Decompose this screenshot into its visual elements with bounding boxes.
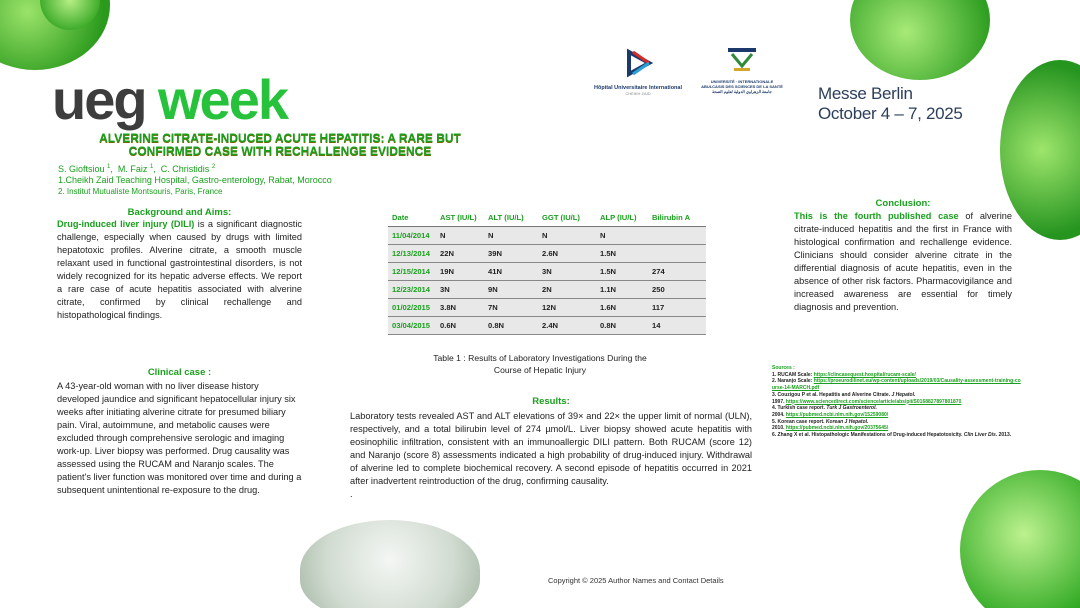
background-text bbox=[57, 218, 302, 322]
table-cell: 7N bbox=[484, 298, 538, 316]
source-1-link[interactable]: https://clincasequest.hospital/rucam-scale/ bbox=[813, 371, 916, 378]
venue-dates: October 4 – 7, 2025 bbox=[818, 104, 963, 123]
conclusion-text bbox=[794, 210, 1012, 314]
source-5-year: 2010. bbox=[772, 425, 786, 432]
source-1 bbox=[772, 372, 1022, 379]
decor-blob-bottom-right bbox=[960, 470, 1080, 608]
title-line-1: ALVERINE CITRATE-INDUCED ACUTE HEPATITIS: A RARE BUT bbox=[99, 131, 461, 145]
table-cell: 1.6N bbox=[596, 298, 648, 316]
table-cell: N bbox=[436, 226, 484, 244]
author-2-affil: 1 bbox=[149, 164, 154, 170]
clinical-heading: Clinical case : bbox=[147, 367, 212, 378]
table-row bbox=[388, 280, 706, 298]
source-4b bbox=[772, 412, 1022, 419]
results-trailing: . bbox=[350, 489, 353, 499]
source-6 bbox=[772, 432, 1022, 439]
table-cell: 39N bbox=[484, 244, 538, 262]
author-1-affil: 1 bbox=[107, 164, 111, 170]
week-logo: week bbox=[158, 68, 287, 131]
table-cell: N bbox=[538, 226, 596, 244]
decor-blob-top-right bbox=[850, 0, 990, 80]
table-row bbox=[388, 262, 706, 280]
hospital-emblem-icon bbox=[623, 48, 653, 78]
table-cell: 14 bbox=[648, 316, 706, 334]
venue bbox=[818, 84, 963, 124]
venue-name: Messe Berlin bbox=[818, 84, 913, 103]
copyright: Copyright © 2025 Author Names and Contact Details bbox=[548, 576, 724, 585]
author-3-affil: 2 bbox=[211, 164, 216, 170]
conclusion-lead: This is the fourth published case bbox=[794, 211, 959, 221]
source-6-year: 2013. bbox=[997, 432, 1012, 439]
author-list: S. Gioftsiou $^1$, M. Faiz $^1$, C. Christidis $^2$ bbox=[58, 164, 216, 174]
source-4-text: 4. Turkish case report. bbox=[772, 405, 827, 412]
authors-block bbox=[58, 162, 332, 197]
conclusion-body: of alverine citrate-induced hepatitis and the first in France with histological confirmation and rechallenge evidence. Clinicians should consider alverine citrate in the differential diagnosis of acute hepatitis, even in the absence of other risk factors. Pharmacovigilance and increased awareness are essential for timely diagnosis and prevention. bbox=[794, 211, 1012, 312]
source-6-journal: Clin Liver Dis. bbox=[963, 432, 998, 439]
hospital-logo bbox=[592, 48, 684, 100]
table-cell: N bbox=[484, 226, 538, 244]
affiliation-2: 2. Institut Mutualiste Montsouris, Paris, France bbox=[58, 187, 223, 196]
source-4-link[interactable]: https://pubmed.ncbi.nlm.nih.gov/15259080/ bbox=[785, 411, 889, 418]
table-row bbox=[388, 298, 706, 316]
source-4-journal: Turk J Gastroenterol. bbox=[826, 405, 877, 412]
table-cell: 11/04/2014 bbox=[388, 226, 436, 244]
results-heading: Results: bbox=[532, 396, 570, 407]
table-cell: 12/23/2014 bbox=[388, 280, 436, 298]
table-cell: 1.1N bbox=[596, 280, 648, 298]
ueg-logo: ueg bbox=[52, 68, 146, 131]
source-3 bbox=[772, 392, 1022, 399]
table-cell: 274 bbox=[648, 262, 706, 280]
author-2: M. Faiz bbox=[117, 164, 148, 174]
source-6-text: 6. Zhang X et al. Histopathologic Manifestations of Drug-induced Hepatotoxicity. bbox=[772, 432, 964, 439]
table-cell: 12/13/2014 bbox=[388, 244, 436, 262]
table-cell: 9N bbox=[484, 280, 538, 298]
col-bilirubin: Bilirubin A bbox=[648, 210, 706, 226]
table-row bbox=[388, 244, 706, 262]
decor-liver-image bbox=[300, 520, 480, 608]
table-cell: 3N bbox=[436, 280, 484, 298]
title-line-2: CONFIRMED CASE WITH RECHALLENGE EVIDENCE bbox=[128, 144, 432, 158]
table-cell: 2.4N bbox=[538, 316, 596, 334]
conclusion-section bbox=[794, 198, 1012, 314]
university-name-3: جامعة الزهراوي الدولية لعلوم الصحة bbox=[712, 89, 772, 94]
source-5 bbox=[772, 419, 1022, 426]
col-ggt: GGT (IU/L) bbox=[538, 210, 596, 226]
conclusion-heading: Conclusion: bbox=[875, 198, 931, 209]
source-2-link[interactable]: https://proeurodilinet.eu/wp-content/uploads/2019/03/Causality-assessment-training-course-14-MARCH.pdf bbox=[772, 378, 1021, 392]
source-5b bbox=[772, 425, 1022, 432]
table-cell: 01/02/2015 bbox=[388, 298, 436, 316]
table-cell: 117 bbox=[648, 298, 706, 316]
source-3-link[interactable]: https://www.sciencedirect.com/science/article/abs/pii/S0168827897801870 bbox=[785, 398, 962, 405]
table-cell bbox=[648, 226, 706, 244]
table-cell: 41N bbox=[484, 262, 538, 280]
lab-table bbox=[388, 210, 706, 335]
table-cell: 3N bbox=[538, 262, 596, 280]
source-3-journal: J Hepatol. bbox=[891, 391, 916, 398]
table-row bbox=[388, 316, 706, 334]
hospital-subname: CHEIKH ZAID bbox=[625, 91, 651, 96]
background-section bbox=[57, 207, 302, 322]
source-2-text: 2. Naranjo Scale: bbox=[772, 378, 814, 385]
source-2 bbox=[772, 378, 1022, 391]
sources-section bbox=[772, 365, 1022, 439]
table-cell: 12N bbox=[538, 298, 596, 316]
clinical-text: A 43-year-old woman with no liver disease history developed jaundice and significant hepatocellular injury six weeks after initiating alverine citrate for presumed biliary pain. Viral, autoimmune, and metabolic causes were excluded through comprehensive serologic and imaging work-up. Liver biopsy was performed. Drug causality was assessed using the RUCAM and Naranjo scales. The patient's liver function was monitored over time and during a subsequent unintentional re-exposure to the drug. bbox=[57, 381, 302, 495]
col-ast: AST (IU/L) bbox=[436, 210, 484, 226]
col-alt: ALT (IU/L) bbox=[484, 210, 538, 226]
source-4 bbox=[772, 405, 1022, 412]
university-emblem-icon bbox=[724, 46, 760, 74]
table-cell: 22N bbox=[436, 244, 484, 262]
background-body: is a significant diagnostic challenge, especially when caused by drugs with limited hepatotoxic profiles. Alverine citrate, a smooth muscle relaxant used in functional gastrointestinal disorders, is not widely recognized for its hepatic adverse effects. We report a rare case of acute hepatitis associated with alverine citrate, confirmed by clinical rechallenge and histopathological findings. bbox=[57, 219, 302, 320]
table-cell: N bbox=[596, 226, 648, 244]
table-cell: 2N bbox=[538, 280, 596, 298]
clinical-section bbox=[57, 367, 302, 497]
table-cell: 3.8N bbox=[436, 298, 484, 316]
table-cell: 0.8N bbox=[484, 316, 538, 334]
table-cell: 03/04/2015 bbox=[388, 316, 436, 334]
table-cell: 250 bbox=[648, 280, 706, 298]
table-cell: 1.5N bbox=[596, 262, 648, 280]
author-1: S. Gioftsiou bbox=[58, 164, 105, 174]
results-section bbox=[350, 396, 752, 501]
sources-heading: Sources : bbox=[772, 365, 795, 371]
source-4-year: 2004. bbox=[772, 411, 786, 418]
col-date: Date bbox=[388, 210, 436, 226]
university-name-1: UNIVERSITÉ · INTERNATIONALE bbox=[710, 79, 774, 84]
table-cell bbox=[648, 244, 706, 262]
source-5-link[interactable]: https://pubmed.ncbi.nlm.nih.gov/20375645/ bbox=[785, 425, 889, 432]
source-5-text: 5. Korean case report. bbox=[772, 418, 826, 425]
table-cell: 19N bbox=[436, 262, 484, 280]
decor-blob-right bbox=[1000, 60, 1080, 240]
table-cell: 1.5N bbox=[596, 244, 648, 262]
lab-table-wrap bbox=[388, 210, 708, 335]
source-3b bbox=[772, 399, 1022, 406]
table-caption-line-2: Course of Hepatic Injury bbox=[493, 365, 587, 375]
background-heading: Background and Aims: bbox=[127, 207, 232, 218]
university-logo bbox=[700, 46, 784, 102]
source-3-text: 3. Couzigou P et al. Hepatitis and Alverine Citrate. bbox=[772, 391, 892, 398]
source-3-year: 1997. bbox=[772, 398, 786, 405]
table-cell: 2.6N bbox=[538, 244, 596, 262]
table-caption-line-1: Table 1 : Results of Laboratory Investigations During the bbox=[433, 353, 647, 363]
table-cell: 12/15/2014 bbox=[388, 262, 436, 280]
background-lead: Drug-induced liver injury (DILI) bbox=[57, 219, 195, 229]
hospital-name: Hôpital Universitaire International bbox=[593, 85, 683, 91]
table-header-row bbox=[388, 210, 706, 226]
table-cell: 0.8N bbox=[596, 316, 648, 334]
source-5-journal: Korean J Hepatol. bbox=[825, 418, 869, 425]
col-alp: ALP (IU/L) bbox=[596, 210, 648, 226]
table-caption bbox=[400, 352, 680, 376]
table-cell: 0.6N bbox=[436, 316, 484, 334]
author-3: C. Christidis bbox=[160, 164, 210, 174]
university-name-2: ABULCASIS DES SCIENCES DE LA SANTÉ bbox=[701, 84, 783, 89]
poster-title bbox=[60, 132, 500, 158]
results-text: Laboratory tests revealed AST and ALT elevations of 39× and 22× the upper limit of normal (ULN), respectively, and a total bilirubin level of 274 µmol/L. Liver biopsy showed acute hepatitis with eosinophilic infiltration, consistent with an immunoallergic DILI pattern. Both RUCAM (score 12) and Naranjo (score 8) assessments indicated a high probability of drug-induced injury. Withdrawal of alverine led to complete biochemical recovery. A second episode of hepatitis occurred in 2021 after inadvertent reintroduction of the drug, confirming causality. bbox=[350, 411, 752, 486]
table-row bbox=[388, 226, 706, 244]
source-1-text: 1. RUCAM Scale: bbox=[772, 371, 814, 378]
affiliation-1: 1.Cheikh Zaid Teaching Hospital, Gastro-enterology, Rabat, Morocco bbox=[58, 175, 332, 185]
